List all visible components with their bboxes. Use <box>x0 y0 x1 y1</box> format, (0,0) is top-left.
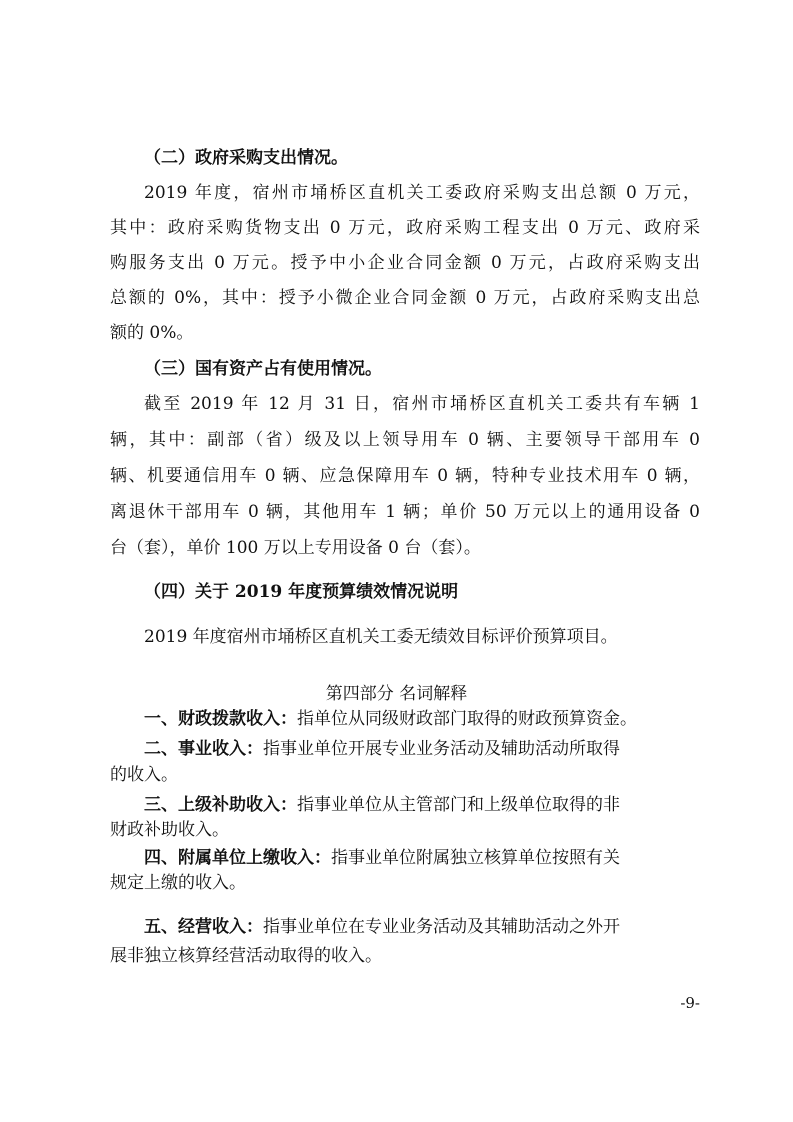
section-3-line-4: 离退休干部用车 0 辆，其他用车 1 辆；单价 50 万元以上的通用设备 0 <box>110 502 700 522</box>
definition-2-text: 指事业单位开展专业业务活动及辅助活动所取得 <box>263 739 620 759</box>
definition-4-continuation: 规定上缴的收入。 <box>110 873 246 893</box>
section-2-heading: （二）政府采购支出情况。 <box>144 148 348 168</box>
definition-3-term: 三、上级补助收入： <box>144 795 297 815</box>
definition-4-term: 四、附属单位上缴收入： <box>144 848 331 868</box>
definition-5-continuation: 展非独立核算经营活动取得的收入。 <box>110 946 382 966</box>
section-2-line-4: 总额的 0%，其中：授予小微企业合同金额 0 万元，占政府采购支出总 <box>110 288 700 308</box>
section-4-text: 2019 年度宿州市埇桥区直机关工委无绩效目标评价预算项目。 <box>144 627 618 647</box>
definition-5 <box>144 915 734 939</box>
definition-3-text: 指事业单位从主管部门和上级单位取得的非 <box>297 795 620 815</box>
definition-5-term: 五、经营收入： <box>144 917 263 937</box>
part-4-title: 第四部分 名词解释 <box>325 684 468 704</box>
definition-5-text: 指事业单位在专业业务活动及其辅助活动之外开 <box>263 917 620 937</box>
definition-1 <box>144 707 734 731</box>
definition-2-continuation: 的收入。 <box>110 765 178 785</box>
definition-2-term: 二、事业收入： <box>144 739 263 759</box>
definition-4 <box>144 846 734 870</box>
section-2-line-3: 购服务支出 0 万元。授予中小企业合同金额 0 万元，占政府采购支出 <box>110 253 700 273</box>
page-number: -9- <box>680 994 700 1012</box>
definition-3-continuation: 财政补助收入。 <box>110 820 229 840</box>
section-4-heading: （四）关于 2019 年度预算绩效情况说明 <box>144 582 459 602</box>
section-2-line-1: 2019 年度，宿州市埇桥区直机关工委政府采购支出总额 0 万元， <box>144 183 700 203</box>
section-2-line-5: 额的 0%。 <box>110 323 194 343</box>
definition-1-text: 指单位从同级财政部门取得的财政预算资金。 <box>297 709 637 729</box>
section-3-line-2: 辆，其中：副部（省）级及以上领导用车 0 辆、主要领导干部用车 0 <box>110 430 700 450</box>
section-3-heading: （三）国有资产占有使用情况。 <box>144 359 382 379</box>
section-2-line-2: 其中：政府采购货物支出 0 万元，政府采购工程支出 0 万元、政府采 <box>110 218 700 238</box>
definition-4-text: 指事业单位附属独立核算单位按照有关 <box>331 848 620 868</box>
definition-2 <box>144 737 734 761</box>
section-3-line-3: 辆、机要通信用车 0 辆、应急保障用车 0 辆，特种专业技术用车 0 辆， <box>110 466 700 486</box>
definition-1-term: 一、财政拨款收入： <box>144 709 297 729</box>
section-3-line-5: 台（套），单价 100 万以上专用设备 0 台（套）。 <box>110 538 481 558</box>
section-3-line-1: 截至 2019 年 12 月 31 日，宿州市埇桥区直机关工委共有车辆 1 <box>144 394 700 414</box>
definition-3 <box>144 793 734 817</box>
